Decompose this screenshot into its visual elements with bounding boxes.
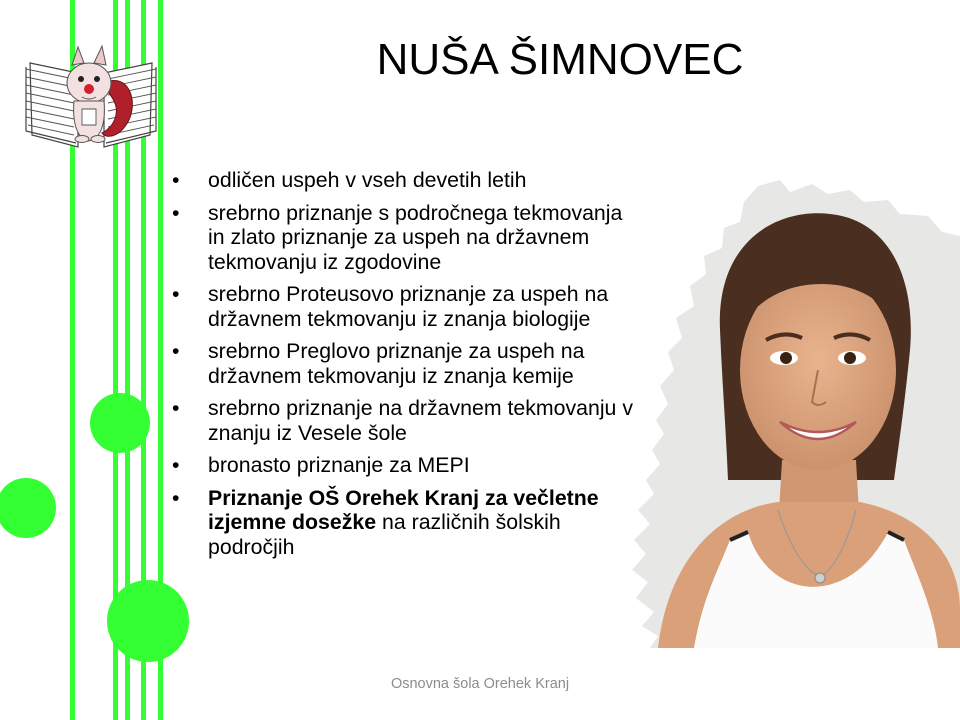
list-item	[172, 168, 642, 193]
list-item	[172, 339, 642, 388]
student-photo	[598, 180, 960, 648]
decor-circle	[90, 393, 150, 453]
list-item-text: bronasto priznanje za MEPI	[208, 453, 470, 477]
bullet-glyph: •	[172, 396, 180, 420]
bullet-glyph: •	[172, 339, 180, 363]
list-item	[172, 396, 642, 445]
list-item-text: odličen uspeh v vseh devetih letih	[208, 168, 527, 192]
bullet-glyph: •	[172, 168, 180, 192]
list-item-text: srebrno priznanje s področnega tekmovanja in zlato priznanje za uspeh na državnem tekmovanju iz zgodovine	[208, 200, 623, 274]
bullet-glyph: •	[172, 485, 180, 510]
list-item-text: srebrno Proteusovo priznanje za uspeh na državnem tekmovanju iz znanja biologije	[208, 282, 609, 331]
list-item	[172, 282, 642, 331]
list-item-text: srebrno Preglovo priznanje za uspeh na državnem tekmovanju iz znanja kemije	[208, 339, 585, 388]
list-item	[172, 453, 642, 478]
decor-circle	[0, 478, 56, 538]
list-item	[172, 201, 642, 275]
bullet-glyph: •	[172, 282, 180, 306]
list-item	[172, 486, 642, 560]
list-item-bold-text: Priznanje OŠ Orehek Kranj za večletne izjemne dosežke	[208, 485, 599, 534]
decor-circle	[107, 580, 189, 662]
list-item-text: srebrno priznanje na državnem tekmovanju v znanju iz Vesele šole	[208, 396, 633, 445]
bullet-glyph: •	[172, 453, 180, 477]
bullet-glyph: •	[172, 200, 180, 225]
school-logo-icon	[22, 43, 160, 151]
slide-title: NUŠA ŠIMNOVEC	[376, 35, 744, 84]
footer-text: Osnovna šola Orehek Kranj	[390, 676, 570, 692]
achievement-list	[172, 168, 642, 567]
list-item-text: na različnih šolskih področjih	[208, 510, 561, 559]
